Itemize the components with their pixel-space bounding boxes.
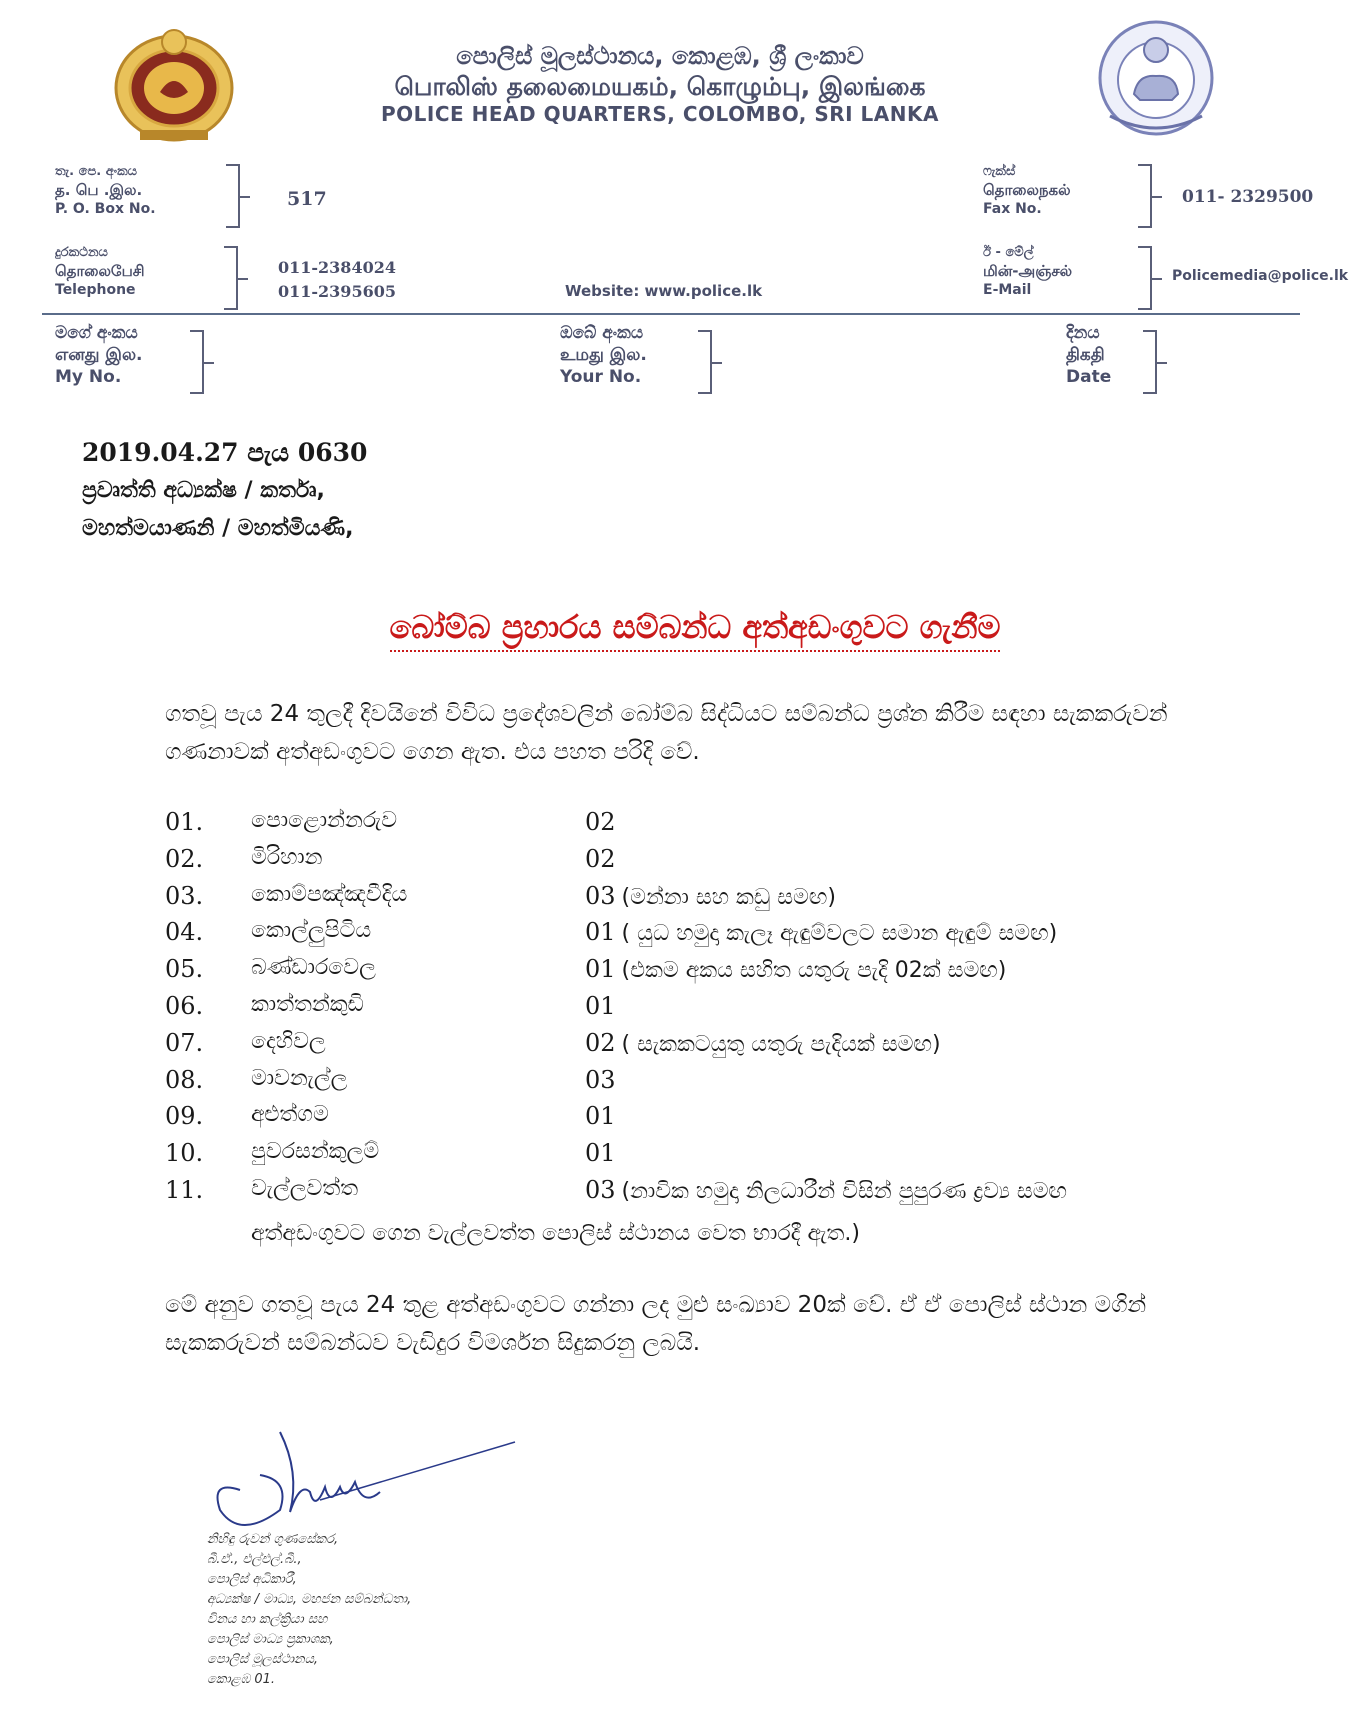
- list-item-count: 03: [585, 1065, 616, 1094]
- pobox-label-si: තැ. පෙ. අංකය: [55, 164, 137, 179]
- your-no-label-en: Your No.: [560, 367, 642, 387]
- list-item-note: ( යුධ හමුදා කැලෑ ඇඳුම්වලට සමාන ඇඳුම් සමඟ): [621, 921, 1058, 947]
- list-item-count-cell: [585, 1029, 1358, 1057]
- list-item-count-cell: [585, 918, 1358, 946]
- list-item-count: 02: [585, 1028, 616, 1057]
- my-no-label: [55, 322, 143, 388]
- signature-line: විනය හා කල්ක්‍රියා සහ: [207, 1612, 328, 1627]
- telephone-value-2: 011-2395605: [278, 282, 396, 301]
- my-no-label-en: My No.: [55, 367, 122, 387]
- list-item-place: අළුත්ගම: [251, 1102, 329, 1128]
- salutation-line-1: ප්‍රවෘත්ති අධ්‍යක්ෂ / කර්තෘ,: [82, 478, 325, 503]
- list-item-place: වැල්ලවත්ත: [251, 1176, 359, 1201]
- date-label: [1066, 322, 1111, 388]
- email-label-ta: மின்-அஞ்சல்: [983, 262, 1073, 280]
- list-item-count-cell: [585, 845, 1358, 873]
- list-item-count: 01: [585, 1102, 616, 1131]
- list-item-number: 02.: [165, 844, 204, 873]
- list-item-count: 02: [585, 844, 616, 873]
- list-item-place: මිරිහාන: [251, 844, 323, 870]
- letter-title: [230, 608, 1160, 647]
- telephone-bracket: [224, 246, 238, 310]
- your-no-bracket: [698, 330, 712, 394]
- list-item-count-cell: [585, 992, 1358, 1020]
- pobox-bracket: [226, 164, 240, 228]
- list-item-number: 08.: [165, 1065, 204, 1094]
- your-no-label-ta: உமது இல.: [560, 345, 647, 365]
- list-item-number: 05.: [165, 955, 204, 984]
- police-crest-logo: [1090, 18, 1222, 138]
- my-no-label-si: මගේ අංකය: [55, 323, 138, 343]
- list-item-number: 10.: [165, 1139, 204, 1168]
- header-title-sinhala: පොලිස් මූලස්ථානය, කොළඹ, ශ්‍රී ලංකාව: [456, 42, 864, 70]
- list-item-number: 07.: [165, 1028, 204, 1057]
- telephone-label: [55, 243, 145, 300]
- list-item-number: 04.: [165, 918, 204, 947]
- list-item-place: බණ්ඩාරවෙල: [251, 955, 376, 981]
- list-item-note: (එකම අකය සහිත යතුරු පැදි 02ක් සමඟ): [621, 958, 1007, 984]
- list-item-number: 03.: [165, 881, 204, 910]
- list-item-number: 11.: [165, 1176, 204, 1204]
- date-label-ta: திகதி: [1066, 345, 1105, 365]
- email-label-en: E-Mail: [983, 282, 1032, 298]
- list-item-count: 02: [585, 808, 616, 836]
- letter-date-time: 2019.04.27 පැය 0630: [82, 438, 368, 467]
- list-item-count-cell: [585, 882, 1358, 910]
- list-item-count-cell: [585, 808, 1358, 836]
- salutation-line-2: මහත්මයාණනි / මහත්මියණි,: [82, 516, 354, 541]
- your-no-label: [560, 322, 647, 388]
- signature-line: පොලිස් මාධ්‍ය ප්‍රකාශක,: [207, 1632, 334, 1647]
- intro-paragraph: ගතවූ පැය 24 තුලදී දිවයිනේ විවිධ ප්‍රදේශවලින් බෝම්බ සිද්ධියට සම්බන්ධ ප්‍රශ්න කිරීම සඳහා සැකකරුවන් ගණනාවක් අත්අඩංගුවට ගෙන ඇත. එය පහත පරිදි වේ.: [165, 701, 1168, 765]
- list-item-place: කොල්ලුපිටිය: [251, 918, 372, 944]
- list-item-place: මාවනැල්ල: [251, 1065, 348, 1091]
- list-item-note: (නාවික හමුදා නිලධාරීන් විසින් පුපුරණ ද්‍රව්‍ය සමඟ: [621, 1179, 1068, 1204]
- list-item-number: 06.: [165, 992, 204, 1020]
- fax-label-ta: தொலைநகல்: [983, 181, 1071, 199]
- pobox-label: [55, 162, 156, 219]
- list-item-count: 01: [585, 918, 616, 947]
- telephone-label-ta: தொலைபேசி: [55, 262, 145, 280]
- pobox-value: 517: [287, 188, 327, 210]
- email-label-si: ඊ - මේල්: [983, 245, 1034, 260]
- my-no-label-ta: எனது இல.: [55, 345, 143, 365]
- header-title-tamil: பொலிஸ் தலைமையகம், கொழும்பு, இலங்கை: [394, 72, 926, 101]
- fax-label-si: ෆැක්ස්: [983, 164, 1016, 179]
- list-item-count: 01: [585, 955, 616, 984]
- my-no-bracket: [190, 330, 204, 394]
- email-bracket: [1138, 246, 1152, 310]
- signature-line: නිහිඳු රුවන් ගුණසේකර,: [207, 1532, 339, 1547]
- list-item-place: පොළොන්නරුව: [251, 808, 398, 833]
- header-divider: [42, 313, 1300, 315]
- signature-line: පොලිස් මූලස්ථානය,: [207, 1652, 319, 1667]
- pobox-label-ta: த. பெ .இல.: [55, 181, 143, 199]
- list-item-count: 01: [585, 992, 616, 1020]
- fax-bracket: [1138, 164, 1152, 228]
- telephone-label-si: දුරකථනය: [55, 245, 108, 260]
- telephone-value-1: 011-2384024: [278, 258, 396, 277]
- list-item-place: කාත්තන්කුඩි: [251, 992, 364, 1017]
- pobox-label-en: P. O. Box No.: [55, 201, 156, 217]
- signature-line: අධ්‍යක්ෂ / මාධ්‍ය, මහජන සම්බන්ධතා,: [207, 1592, 412, 1607]
- list-item-number: 01.: [165, 808, 204, 836]
- email-label: [983, 243, 1072, 300]
- list-item-count-cell: [585, 1139, 1358, 1167]
- list-item-count-cell: [585, 1176, 1358, 1204]
- list-item-count: 01: [585, 1139, 616, 1168]
- list-item-count-cell: [585, 1102, 1358, 1130]
- list-item-count: 03: [585, 1176, 616, 1204]
- signature-line: පොලිස් අධිකාරී,: [207, 1572, 297, 1587]
- closing-paragraph: මේ අනුව ගතවූ පැය 24 තුළ අත්අඩංගුවට ගන්නා ලද මුළු සංඛ්‍යාව 20ක් වේ. ඒ ඒ පොලිස් ස්ථාන මගින් සැකකරුවන් සම්බන්ධව වැඩිදුර විමර්ශන සිදුකරනු ලබයි.: [165, 1292, 1147, 1356]
- list-item-count: 03: [585, 881, 616, 910]
- your-no-label-si: ඔබේ අංකය: [560, 323, 644, 343]
- signature-line: බී.ඒ., එල්එල්.බී.,: [207, 1552, 302, 1567]
- list-item-note: ( සැකකටයුතු යතුරු පැදියක් සමඟ): [621, 1031, 941, 1057]
- signature-block: [207, 1530, 411, 1690]
- fax-value: 011- 2329500: [1182, 187, 1314, 207]
- list-item-place: පුවරසන්කුලම්: [251, 1139, 380, 1165]
- telephone-label-en: Telephone: [55, 282, 136, 298]
- date-label-si: දිනය: [1066, 323, 1100, 343]
- header-title-english: POLICE HEAD QUARTERS, COLOMBO, SRI LANKA: [381, 102, 939, 126]
- list-item-number: 09.: [165, 1102, 204, 1131]
- list-item-note: (මන්නා සහ කඩු සමඟ): [621, 884, 836, 910]
- date-label-en: Date: [1066, 367, 1112, 387]
- fax-label-en: Fax No.: [983, 201, 1042, 217]
- list-item-count-cell: [585, 955, 1358, 983]
- list-item-count-cell: [585, 1066, 1358, 1094]
- signature-image: [200, 1430, 530, 1540]
- website-text: Website: www.police.lk: [565, 282, 763, 300]
- date-bracket: [1143, 330, 1157, 394]
- item-11-continuation: අත්අඩංගුවට ගෙන වැල්ලවත්ත පොලිස් ස්ථානය වෙත භාරදී ඇත.): [251, 1221, 860, 1246]
- signature-line: කොළඹ 01.: [207, 1672, 276, 1687]
- letter-title-text: බෝම්බ ප්‍රහාරය සම්බන්ධ අත්අඩංගුවට ගැනීම: [390, 608, 1001, 652]
- sri-lanka-emblem-logo: [110, 22, 238, 144]
- list-item-place: කොම්පඤ්ඤවීදිය: [251, 881, 408, 907]
- fax-label: [983, 162, 1071, 219]
- list-item-place: දෙහිවල: [251, 1028, 326, 1054]
- email-value: Policemedia@police.lk: [1172, 268, 1349, 284]
